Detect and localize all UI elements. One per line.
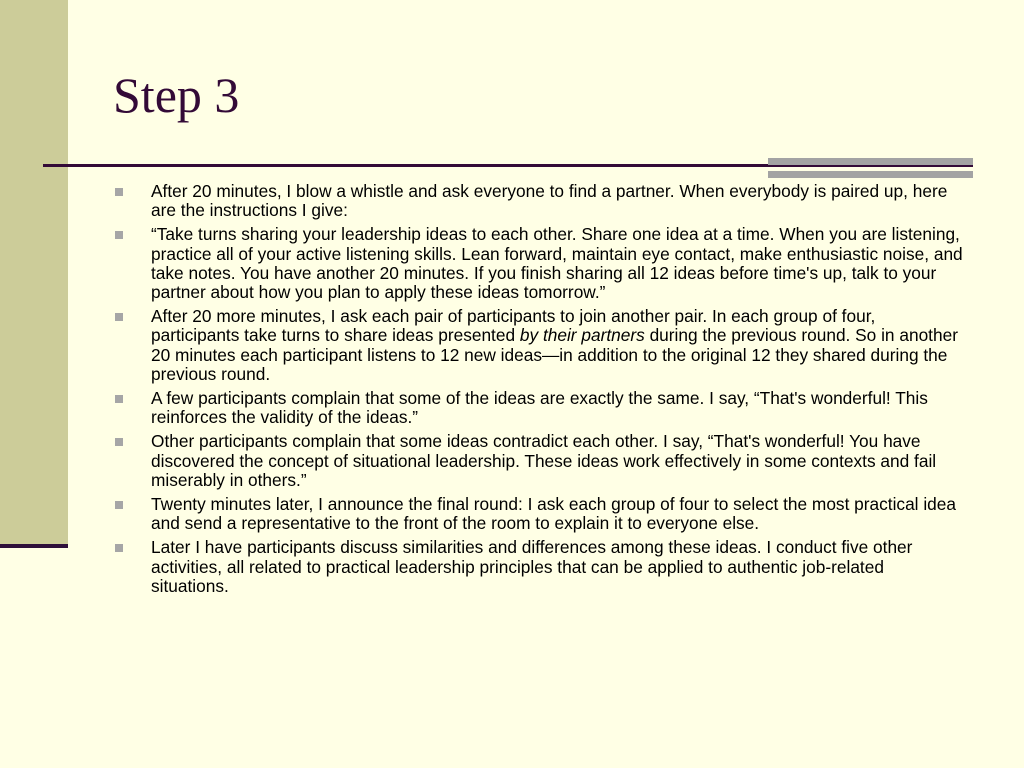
bullet-item [113,495,965,533]
bullet-text [151,306,958,384]
side-band [0,0,68,548]
bullet-item [113,307,965,384]
square-bullet-icon [115,544,123,552]
bullet-text: Other participants complain that some ideas contradict each other. I say, “That's wonderful! You have discovered the concept of situational leadership. These ideas work effectively in some contexts and fail miserably in others.” [151,431,937,490]
bullet-item [113,225,965,302]
side-band-rule [0,544,68,548]
square-bullet-icon [115,501,123,509]
bullet-text: A few participants complain that some of the ideas are exactly the same. I say, “That's wonderful! This reinforces the validity of the ideas.” [151,388,928,428]
slide-title: Step 3 [113,67,240,123]
bullet-item [113,182,965,220]
bullet-text-after: during the previous round. So in another 20 minutes each participant listens to 12 new ideas—in addition to the original 12 they shared during the previous round. [151,325,958,384]
bullet-list [113,182,965,601]
accent-bar [768,171,973,178]
bullet-text: “Take turns sharing your leadership ideas to each other. Share one idea at a time. When you are listening, practice all of your active listening skills. Lean forward, maintain eye contact, make enthusiastic noise, and take notes. You have another 20 minutes. If you finish sharing all 12 ideas before time's up, talk to your partner about how you plan to apply these ideas tomorrow.” [151,224,963,303]
square-bullet-icon [115,313,123,321]
bullet-text-before: After 20 more minutes, I ask each pair of participants to join another pair. In each group of four, participants take turns to share ideas presented [151,306,876,346]
bullet-item [113,538,965,596]
bullet-text: Twenty minutes later, I announce the final round: I ask each group of four to select the most practical idea and send a representative to the front of the room to explain it to everyone else. [151,494,956,534]
bullet-text: After 20 minutes, I blow a whistle and ask everyone to find a partner. When everybody is paired up, here are the instructions I give: [151,181,948,221]
accent-bar [768,158,973,165]
bullet-text-emphasis: by their partners [519,325,645,346]
square-bullet-icon [115,438,123,446]
bullet-item [113,389,965,427]
accent-bars [768,157,973,179]
square-bullet-icon [115,231,123,239]
square-bullet-icon [115,188,123,196]
bullet-item [113,432,965,490]
square-bullet-icon [115,395,123,403]
bullet-text: Later I have participants discuss similarities and differences among these ideas. I conduct five other activities, all related to practical leadership principles that can be applied to authentic job-related situations. [151,537,913,596]
